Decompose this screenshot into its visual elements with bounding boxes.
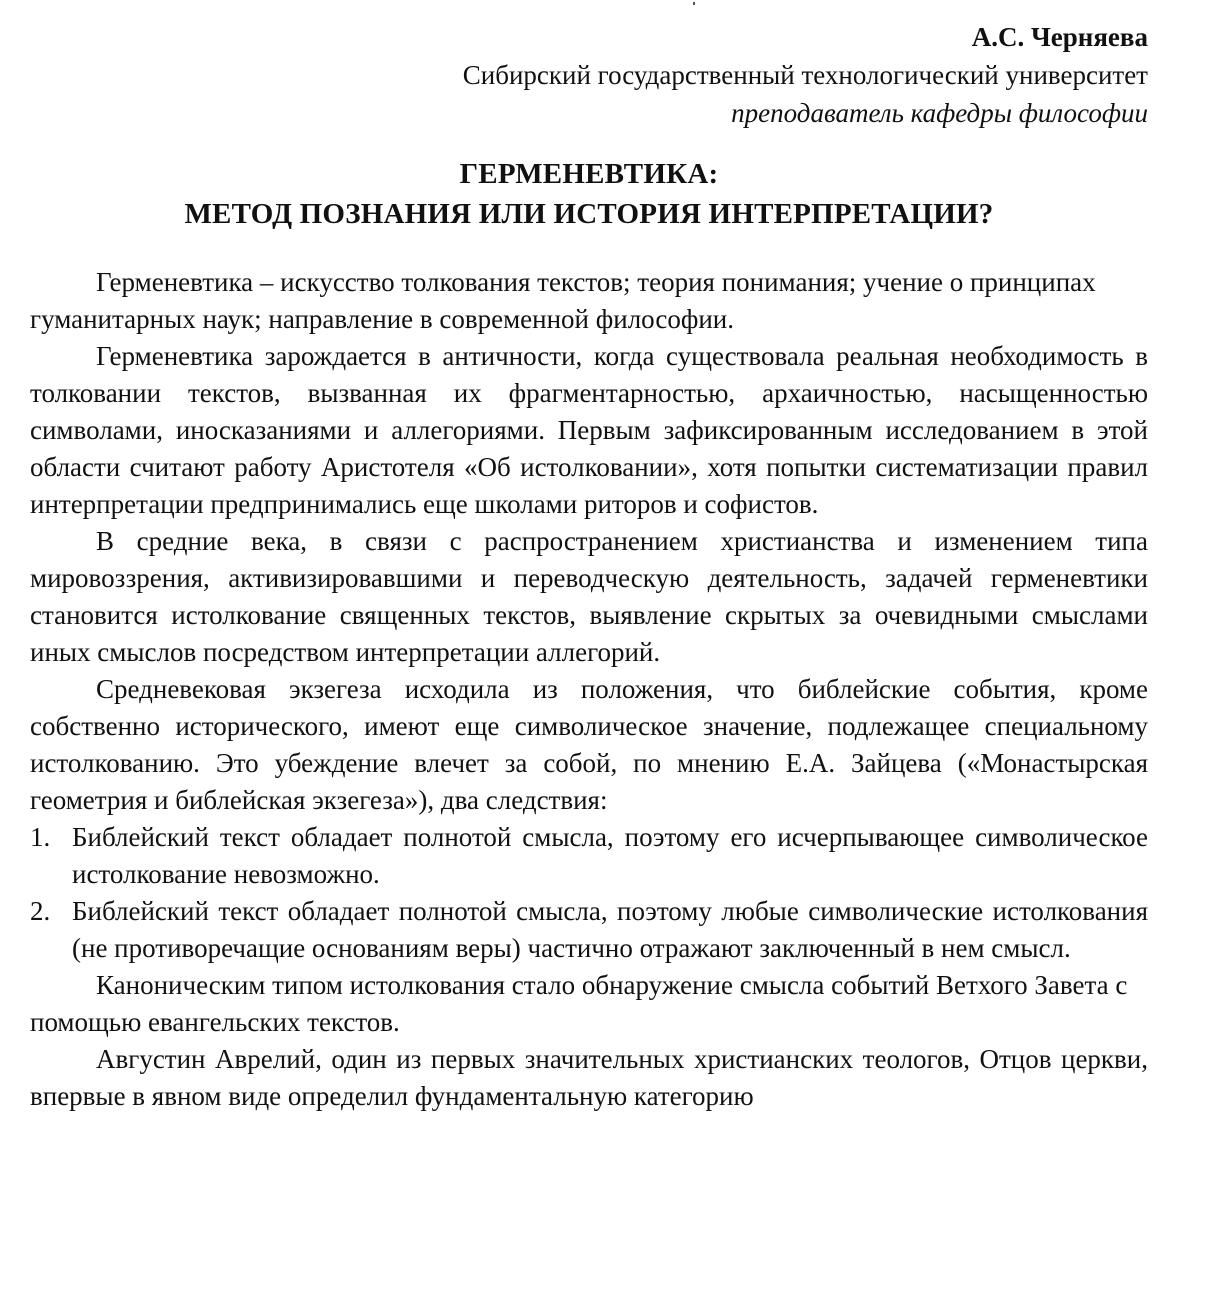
author-name: А.С. Черняева <box>971 22 1148 52</box>
list-item-number: 2. <box>30 896 51 926</box>
paragraph-4: Средневековая экзегеза исходила из положения, что библейские события, кроме собственно исторического, имеют еще символическое значение, подлежащее специальному истолкованию. Это убеждение влечет за собой, по мнению Е.А. Зайцева («Монастырская геометрия и библейская экзегеза»), два следствия: <box>30 674 1148 815</box>
scan-artifact <box>693 2 695 5</box>
consequences-list <box>30 819 1148 967</box>
paragraph-6: Августин Аврелий, один из первых значительных христианских теологов, Отцов церкви, впервые в явном виде определил фундаментальную категорию <box>30 1044 1148 1111</box>
list-item <box>30 893 1148 967</box>
article-title <box>30 154 1148 234</box>
paragraph-2: Герменевтика зарождается в античности, когда существовала реальная необходимость в толковании текстов, вызванная их фрагментарностью, архаичностью, насыщенностью символами, иносказаниями и аллегориями. Первым зафиксированным исследованием в этой области считают работу Аристотеля «Об истолковании», хотя попытки систематизации правил интерпретации предпринимались еще школами риторов и софистов. <box>30 341 1148 519</box>
title-line-2: МЕТОД ПОЗНАНИЯ ИЛИ ИСТОРИЯ ИНТЕРПРЕТАЦИИ? <box>184 198 994 230</box>
author-position: преподаватель кафедры философии <box>731 98 1148 128</box>
paragraph-5: Каноническим типом истолкования стало обнаружение смысла событий Ветхого Завета с помощью евангельских текстов. <box>30 970 1128 1037</box>
list-item-number: 1. <box>30 822 51 852</box>
list-item-text: Библейский текст обладает полнотой смысла, поэтому любые символические истолкования (не противоречащие основаниям веры) частично отражают заключенный в нем смысл. <box>72 896 1148 963</box>
document-page <box>30 18 1148 1115</box>
paragraph-3: В средние века, в связи с распространением христианства и изменением типа мировоззрения, активизировавшими и переводческую деятельность, задачей герменевтики становится истолкование священных текстов, выявление скрытых за очевидными смыслами иных смыслов посредством интерпретации аллегорий. <box>30 526 1148 667</box>
list-item-text: Библейский текст обладает полнотой смысла, поэтому его исчерпывающее символическое истолкование невозможно. <box>72 822 1148 889</box>
list-item <box>30 819 1148 893</box>
title-line-1: ГЕРМЕНЕВТИКА: <box>459 158 719 190</box>
paragraph-1: Герменевтика – искусство толкования текстов; теория понимания; учение о принципах гуманитарных наук; направление в современной философии. <box>30 267 1096 334</box>
article-body <box>30 264 1148 1115</box>
author-block <box>30 18 1148 132</box>
author-affiliation: Сибирский государственный технологический университет <box>462 60 1148 90</box>
